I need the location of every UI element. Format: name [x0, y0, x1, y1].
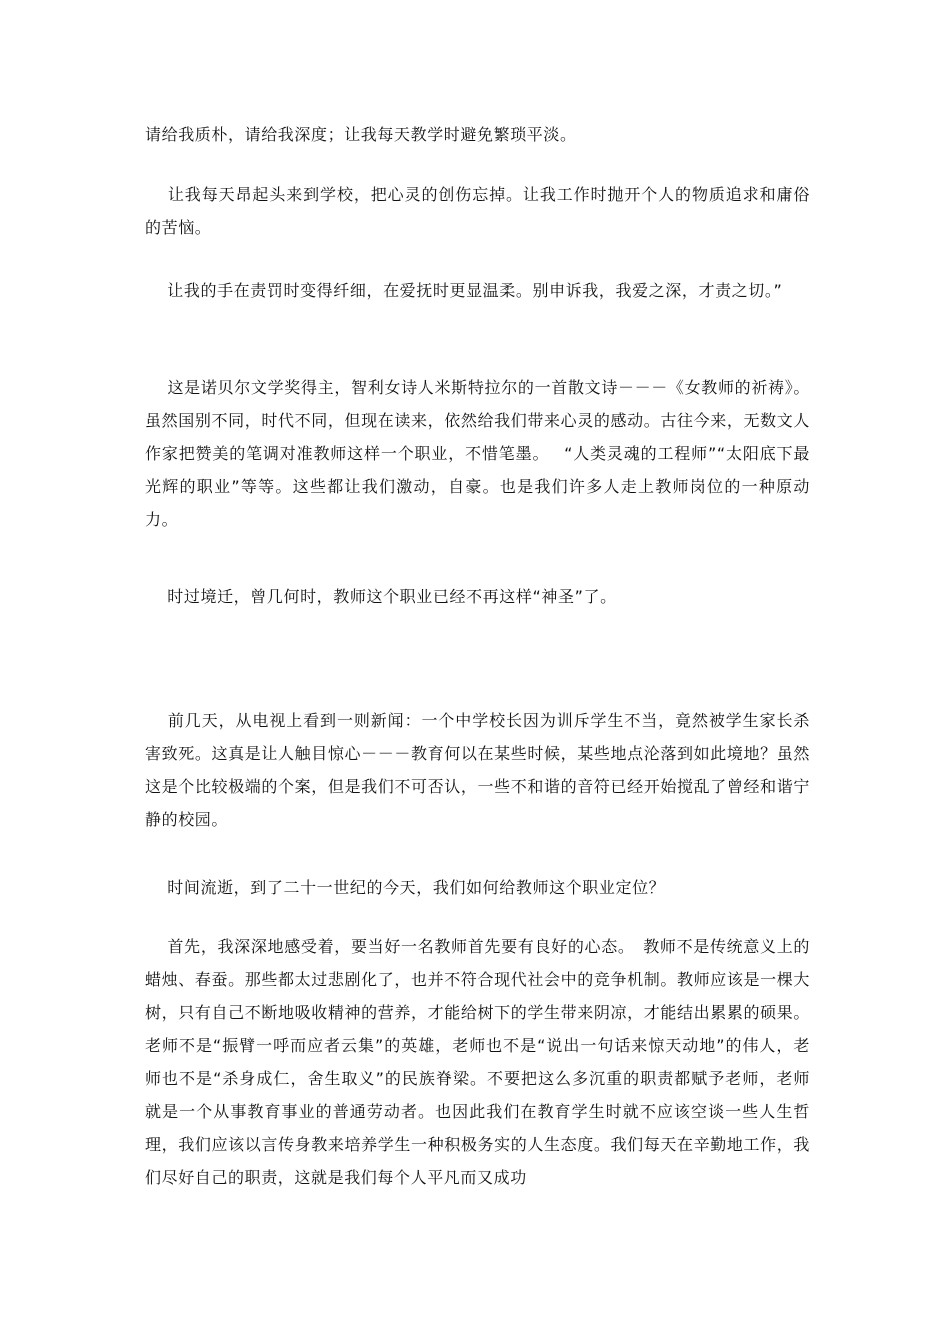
paragraph-4: 这是诺贝尔文学奖得主，智利女诗人米斯特拉尔的一首散文诗－－－《女教师的祈祷》。虽然国别不同，时代不同，但现在读来，依然给我们带来心灵的感动。古往今来，无数文人作家把赞美的笔调对准教师这样一个职业，不惜笔墨。 “人类灵魂的工程师”“太阳底下最光辉的职业”等等。这些都让我们激动，自豪。也是我们许多人走上教师岗位的一种原动力。 [145, 378, 810, 529]
paragraph-2: 让我每天昂起头来到学校，把心灵的创伤忘掉。让我工作时抛开个人的物质追求和庸俗的苦恼。 [145, 185, 810, 237]
paragraph-6: 前几天，从电视上看到一则新闻：一个中学校长因为训斥学生不当，竟然被学生家长杀害致死。这真是让人触目惊心－－－教育何以在某些时候，某些地点沦落到如此境地？虽然这是个比较极端的个案，但是我们不可否认，一些不和谐的音符已经开始搅乱了曾经和谐宁静的校园。 [145, 711, 810, 829]
paragraph-8: 首先，我深深地感受着，要当好一名教师首先要有良好的心态。 教师不是传统意义上的蜡烛、春蚕。那些都太过悲剧化了，也并不符合现代社会中的竞争机制。教师应该是一棵大树，只有自己不断地吸收精神的营养，才能给树下的学生带来阴凉，才能结出累累的硕果。老师不是“振臂一呼而应者云集”的英雄，老师也不是“说出一句话来惊天动地”的伟人，老师也不是“杀身成仁，舍生取义”的民族脊梁。不要把这么多沉重的职责都赋予老师，老师就是一个从事教育事业的普通劳动者。也因此我们在教育学生时就不应该空谈一些人生哲理，我们应该以言传身教来培养学生一种积极务实的人生态度。我们每天在辛勤地工作，我们尽好自己的职责，这就是我们每个人平凡而又成功 [145, 937, 810, 1187]
paragraph-1: 请给我质朴，请给我深度；让我每天教学时避免繁琐平淡。 [145, 125, 577, 144]
paragraph-5: 时过境迁，曾几何时，教师这个职业已经不再这样“神圣”了。 [145, 587, 617, 606]
paragraph-7: 时间流逝，到了二十一世纪的今天，我们如何给教师这个职业定位？ [145, 878, 666, 897]
paragraph-3: 让我的手在责罚时变得纤细，在爱抚时更显温柔。别申诉我，我爱之深，才责之切。” [145, 281, 783, 300]
